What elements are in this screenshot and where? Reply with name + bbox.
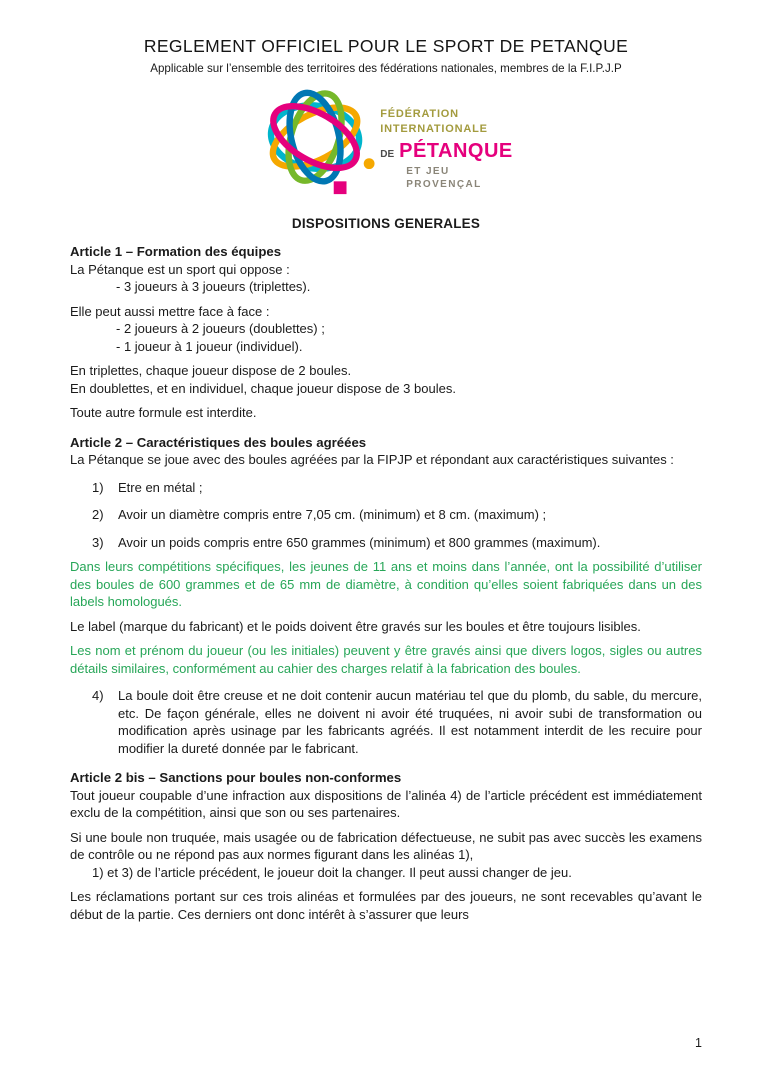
paragraph: En doublettes, et en individuel, chaque joueur dispose de 3 boules. — [70, 380, 456, 396]
paragraph: Toute autre formule est interdite. — [70, 405, 257, 420]
article-heading: Article 1 – Formation des équipes — [70, 244, 282, 259]
paragraph: Si une boule non truquée, mais usagée ou de fabrication défectueuse, ne subit pas avec succès les examens de contrôle ou ne répond pas aux normes figurant dans les alinéas 1), — [70, 829, 702, 862]
paragraph: Tout joueur coupable d’une infraction aux dispositions de l’alinéa 4) de l’article précédent est immédiatement exclu de la compétition, ainsi que son ou ses partenaires. — [70, 787, 702, 820]
paragraph: Elle peut aussi mettre face à face : — [70, 303, 270, 319]
article-heading: Article 2 bis – Sanctions pour boules non-conformes — [70, 770, 402, 785]
green-paragraph: Les nom et prénom du joueur (ou les initiales) peuvent y être gravés ainsi que divers logos, sigles ou autres détails similaires, conformément au cahier des charges relatif à la fabrication des boules. — [70, 643, 702, 676]
item-number: 2) — [92, 507, 104, 522]
paragraph: En triplettes, chaque joueur dispose de 2 boules. — [70, 363, 352, 378]
article-heading: Article 2 – Caractéristiques des boules agréées — [70, 434, 367, 450]
paragraph: Les réclamations portant sur ces trois alinéas et formulées par des joueurs, ne sont recevables qu’avant le début de la partie. Ces derniers ont donc intérêt à s’assurer que leurs — [70, 889, 702, 922]
numbered-item — [70, 479, 702, 497]
item-text: La boule doit être creuse et ne doit contenir aucun matériau tel que du plomb, du sable, du mercure, etc. De façon générale, elles ne doivent ni avoir été truquées, ni avoir subi de transformation ou modification après usinage par les fabricants agréés. Il est notamment interdit de les recuire pour modifier la dureté donnée par le fabricant. — [118, 688, 702, 756]
numbered-item — [70, 506, 702, 524]
logo-et-jeu-line: ET JEU — [406, 165, 450, 177]
paragraph: La Pétanque est un sport qui oppose : — [70, 261, 290, 277]
section-heading: DISPOSITIONS GENERALES — [291, 216, 481, 231]
logo-petanque-row — [380, 138, 513, 164]
green-paragraph: Dans leurs compétitions spécifiques, les jeunes de 11 ans et moins dans l’année, ont la possibilité d’utiliser des boules de 600 grammes et de 65 mm de diamètre, à condition qu’elles soient fabriquées dans un des labels homologués. — [70, 559, 702, 609]
numbered-item — [70, 687, 702, 757]
logo-petanque-label: PÉTANQUE — [399, 139, 513, 162]
numbered-item — [70, 534, 702, 552]
paragraph: 1) et 3) de l’article précédent, le joueur doit la changer. Il peut aussi changer de jeu. — [92, 864, 572, 880]
list-item: - 2 joueurs à 2 joueurs (doublettes) ; — [116, 321, 325, 336]
fipjp-logo — [70, 83, 702, 201]
item-text: Avoir un poids compris entre 650 grammes (minimum) et 800 grammes (maximum). — [118, 534, 601, 550]
document-subtitle: Applicable sur l’ensemble des territoires des fédérations nationales, membres de la F.I.P.J.P — [150, 62, 622, 75]
document-content — [70, 243, 702, 923]
item-number: 3) — [92, 534, 104, 550]
logo-federation-line: FÉDÉRATION — [380, 108, 459, 121]
item-number: 1) — [92, 479, 104, 495]
list-item: - 1 joueur à 1 joueur (individuel). — [116, 338, 303, 354]
item-text: Avoir un diamètre compris entre 7,05 cm. (minimum) et 8 cm. (maximum) ; — [118, 507, 547, 522]
logo-provencal-line: PROVENÇAL — [406, 178, 482, 190]
page-number: 1 — [695, 1036, 702, 1050]
logo-de-label: DE — [380, 148, 395, 160]
document-title: REGLEMENT OFFICIEL POUR LE SPORT DE PETANQUE — [143, 36, 629, 56]
logo-internationale-line: INTERNATIONALE — [380, 122, 488, 135]
item-number: 4) — [92, 688, 104, 703]
paragraph: Le label (marque du fabricant) et le poids doivent être gravés sur les boules et être toujours lisibles. — [70, 618, 641, 634]
item-text: Etre en métal ; — [118, 479, 203, 495]
fipjp-logo-text — [380, 93, 513, 191]
fipjp-ball-icon — [259, 83, 377, 201]
paragraph: La Pétanque se joue avec des boules agréées par la FIPJP et répondant aux caractéristiques suivantes : — [70, 452, 674, 467]
list-item: - 3 joueurs à 3 joueurs (triplettes). — [116, 279, 311, 294]
